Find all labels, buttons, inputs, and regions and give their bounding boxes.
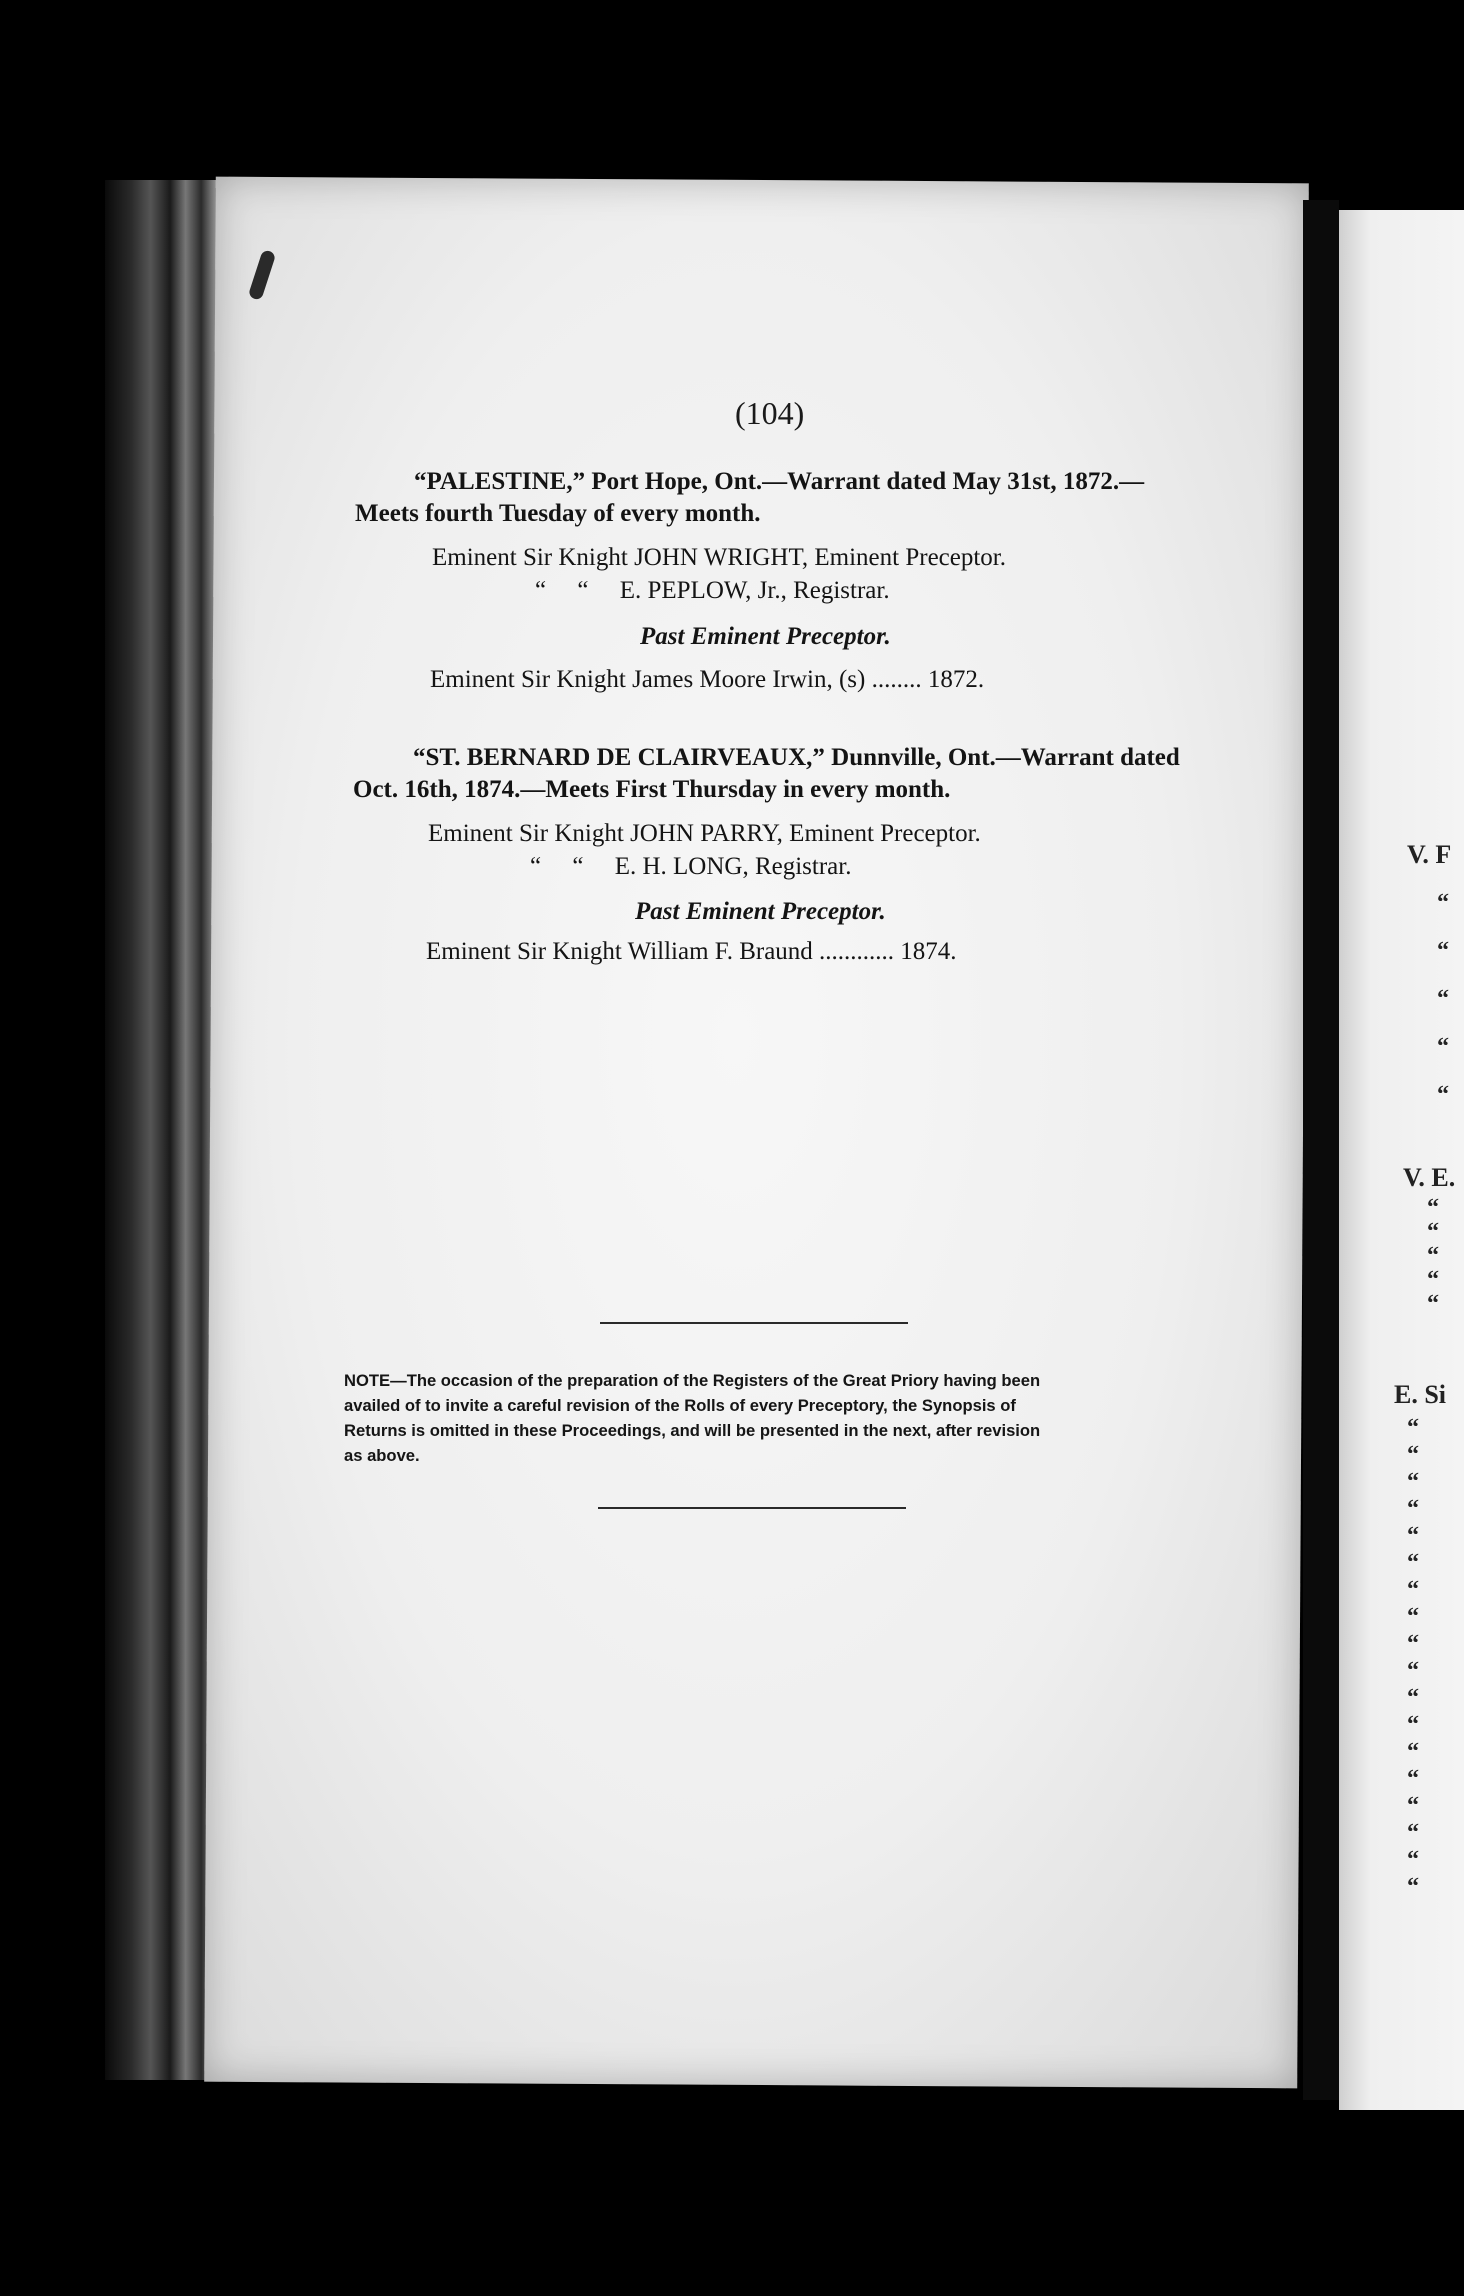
entry-1-past-heading: Past Eminent Preceptor. [640,623,891,650]
adjacent-ditto-mark: “ [1427,1219,1439,1245]
adjacent-ditto-mark: “ [1437,986,1449,1012]
adjacent-ditto-mark: “ [1407,1577,1419,1603]
adjacent-ditto-mark: “ [1407,1793,1419,1819]
entry-2-officer-1: Eminent Sir Knight JOHN PARRY, Eminent Preceptor. [428,820,981,847]
entry-2-line-1: “ST. BERNARD DE CLAIRVEAUX,” Dunnville, Ont.—Warrant dated [413,744,1180,771]
adjacent-ditto-mark: “ [1427,1267,1439,1293]
adjacent-ditto-mark: “ [1437,938,1449,964]
adjacent-ditto-mark: “ [1407,1739,1419,1765]
adjacent-ditto-mark: “ [1437,1034,1449,1060]
adjacent-ditto-mark: “ [1407,1496,1419,1522]
entry-2-line-2: Oct. 16th, 1874.—Meets First Thursday in every month. [353,776,951,803]
scanned-page [204,177,1309,2089]
adjacent-heading-3: E. Si [1394,1380,1447,1409]
adjacent-ditto-mark: “ [1407,1874,1419,1900]
entry-2-past-line: Eminent Sir Knight William F. Braund ............ 1874. [426,938,957,965]
page-number: (104) [735,395,805,431]
adjacent-ditto-mark: “ [1437,1082,1449,1108]
footnote-line-3: Returns is omitted in these Proceedings, and will be presented in the next, after revision [344,1421,1041,1440]
adjacent-ditto-mark: “ [1407,1631,1419,1657]
adjacent-ditto-mark: “ [1407,1847,1419,1873]
adjacent-ditto-mark: “ [1407,1820,1419,1846]
entry-2-past-heading: Past Eminent Preceptor. [635,898,886,925]
entry-1-line-2: Meets fourth Tuesday of every month. [355,500,761,527]
adjacent-ditto-mark: “ [1427,1243,1439,1269]
adjacent-ditto-mark: “ [1437,890,1449,916]
entry-1-officer-2: “ “ E. PEPLOW, Jr., Registrar. [535,577,890,604]
adjacent-ditto-mark: “ [1407,1469,1419,1495]
footnote-line-4: as above. [344,1446,420,1465]
adjacent-ditto-mark: “ [1407,1766,1419,1792]
section-rule-bottom [598,1507,906,1509]
adjacent-heading-1: V. F [1407,840,1452,869]
footnote [344,1368,1194,1468]
adjacent-ditto-mark: “ [1407,1550,1419,1576]
footnote-line-1: NOTE—The occasion of the preparation of the Registers of the Great Priory having been [344,1371,1041,1390]
adjacent-ditto-mark: “ [1407,1604,1419,1630]
adjacent-ditto-mark: “ [1407,1523,1419,1549]
footnote-line-2: availed of to invite a careful revision of the Rolls of every Preceptory, the Synopsis of [344,1396,1016,1415]
adjacent-ditto-mark: “ [1407,1685,1419,1711]
adjacent-ditto-mark: “ [1407,1712,1419,1738]
adjacent-ditto-mark: “ [1407,1442,1419,1468]
adjacent-page [1339,210,1464,2110]
adjacent-ditto-mark: “ [1427,1291,1439,1317]
entry-1-line-1: “PALESTINE,” Port Hope, Ont.—Warrant dated May 31st, 1872.— [414,468,1145,495]
section-rule-top [600,1322,908,1324]
adjacent-ditto-mark: “ [1427,1195,1439,1221]
adjacent-ditto-mark: “ [1407,1658,1419,1684]
entry-2-officer-2: “ “ E. H. LONG, Registrar. [530,853,852,880]
entry-1-past-line: Eminent Sir Knight James Moore Irwin, (s) ........ 1872. [430,666,985,693]
page-gutter [1303,200,1339,2100]
adjacent-heading-2: V. E. [1403,1163,1456,1192]
adjacent-ditto-mark: “ [1407,1415,1419,1441]
entry-1-officer-1: Eminent Sir Knight JOHN WRIGHT, Eminent Preceptor. [432,544,1006,571]
